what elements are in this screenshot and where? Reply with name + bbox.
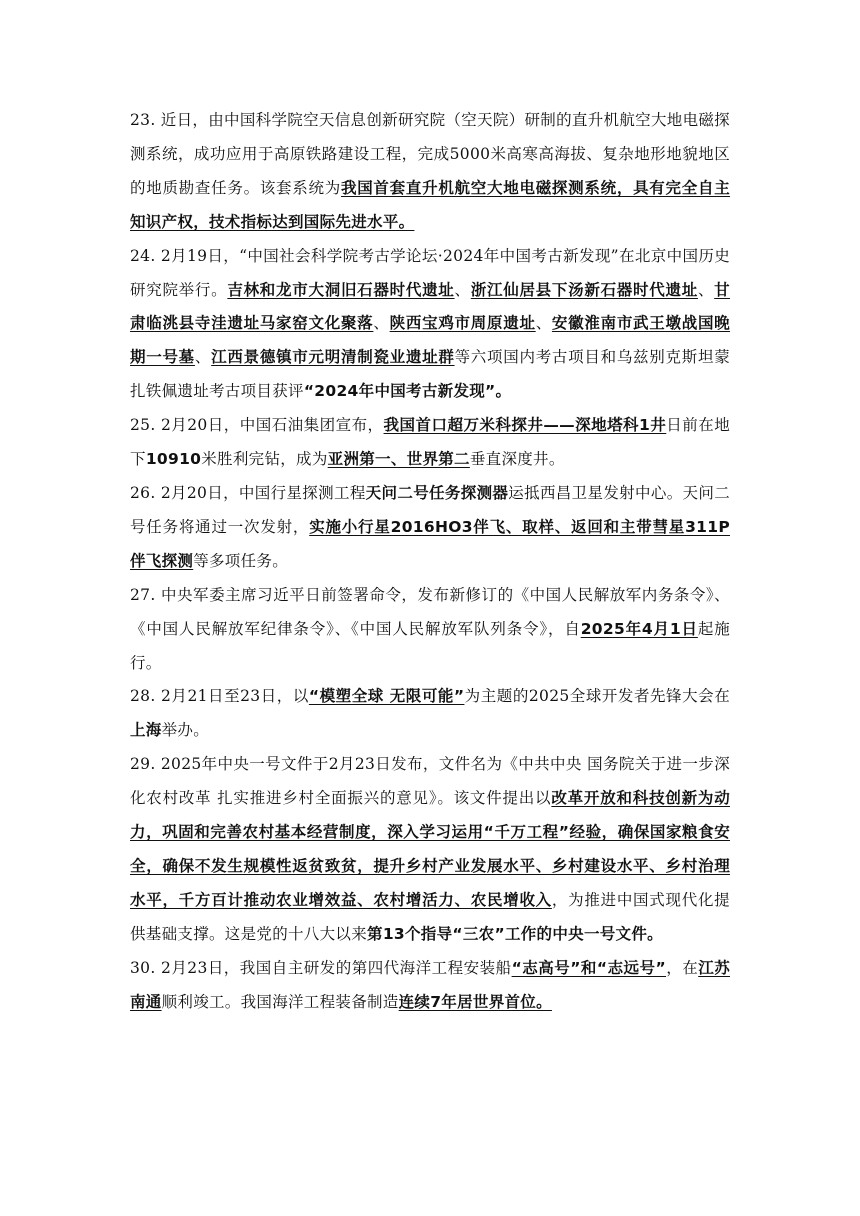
body-text: 27. 中央军委主席习近平日前签署命令，发布新修订的《中国人民解放军内务条令》、《中国人民解放军纪律条令》、《中国人民解放军队列条令》，自	[130, 585, 730, 638]
body-text: 30. 2月23日，我国自主研发的第四代海洋工程安装船	[130, 958, 512, 977]
emphasized-text: 江苏南通	[130, 958, 730, 1011]
body-text: 等多项任务。	[193, 551, 289, 570]
emphasized-text: 甘肃临洮县寺洼遗址马家窑文化聚落	[130, 280, 730, 333]
emphasized-text: 浙江仙居县下汤新石器时代遗址	[470, 280, 698, 299]
emphasized-text: 陕西宝鸡市周原遗址	[389, 314, 536, 333]
document-body	[130, 104, 730, 1019]
body-text: 、	[697, 280, 715, 299]
emphasized-text: 亚洲第一、世界第二	[327, 450, 470, 469]
news-item-30	[130, 952, 730, 1020]
body-text: 26. 2月20日，中国行星探测工程	[130, 483, 366, 502]
emphasized-text: 10910	[145, 450, 202, 469]
body-text: 25. 2月20日，中国石油集团宣布，	[130, 416, 384, 435]
emphasized-text: “志高号”和“志远号”	[511, 958, 667, 977]
body-text: 垂直深度井。	[469, 450, 565, 469]
news-item-23	[130, 104, 730, 240]
emphasized-text: 我国首套直升机航空大地电磁探测系统，具有完全自主知识产权，技术指标达到国际先进水平。	[130, 178, 731, 231]
body-text: 为主题的2025全球开发者先锋大会在	[464, 687, 731, 706]
news-item-28	[130, 680, 730, 748]
news-item-27	[130, 579, 730, 681]
news-item-29	[130, 748, 730, 951]
body-text: 顺利竣工。我国海洋工程装备制造	[161, 992, 399, 1011]
body-text: ，为推进中国式现代化提供基础支撑。这是党的十八大以来	[130, 890, 730, 943]
news-item-24	[130, 240, 730, 410]
body-text: 起施行。	[130, 619, 731, 672]
emphasized-text: 吉林和龙市大洞旧石器时代遗址	[227, 280, 455, 299]
body-text: 举办。	[161, 721, 210, 740]
body-text: 28. 2月21日至23日，以	[130, 687, 309, 706]
emphasized-text: 江西景德镇市元明清制瓷业遗址群	[211, 348, 455, 367]
body-text: 、	[454, 280, 471, 299]
emphasized-text: 第13个指导“三农”工作的中央一号文件。	[367, 924, 663, 943]
body-text: 等六项国内考古项目和乌兹别克斯坦蒙扎铁佩遗址考古项目获评	[130, 348, 730, 401]
body-text: 米胜利完钻，成为	[201, 450, 328, 469]
body-text: 23. 近日，由中国科学院空天信息创新研究院（空天院）研制的直升机航空大地电磁探测系统，成功应用于高原铁路建设工程，完成5000米高寒高海拔、复杂地形地貌地区的地质勘查任务。该套系统为	[130, 111, 730, 197]
news-item-25	[130, 409, 730, 477]
emphasized-text: 安徽淮南市武王墩战国晚期一号墓	[130, 314, 730, 367]
emphasized-text: 2025年4月1日	[580, 619, 698, 638]
body-text: 、	[194, 348, 212, 367]
emphasized-text: “模塑全球 无限可能”	[308, 687, 465, 706]
emphasized-text: 实施小行星2016HO3伴飞、取样、返回和主带彗星311P伴飞探测	[130, 517, 730, 570]
emphasized-text: 我国首口超万米科探井——深地塔科1井	[383, 416, 667, 435]
body-text: 24. 2月19日，“中国社会科学院考古学论坛·2024年中国考古新发现”在北京中国历史研究院举行。	[130, 246, 730, 299]
body-text: 29. 2025年中央一号文件于2月23日发布，文件名为《中共中央 国务院关于进一步深化农村改革 扎实推进乡村全面振兴的意见》。该文件提出以	[130, 755, 730, 808]
body-text: 、	[535, 314, 552, 333]
emphasized-text: 连续7年居世界首位。	[398, 992, 552, 1011]
body-text: 、	[373, 314, 390, 333]
emphasized-text: “2024年中国考古新发现”。	[303, 382, 512, 401]
news-item-26	[130, 477, 730, 579]
body-text: 运抵西昌卫星发射中心。天问二号任务将通过一次发射，	[130, 483, 731, 536]
emphasized-text: 天问二号任务探测器	[365, 483, 509, 502]
emphasized-text: 上海	[130, 721, 162, 740]
body-text: ，在	[666, 958, 699, 977]
body-text: 日前在地下	[130, 416, 731, 469]
emphasized-text: 改革开放和科技创新为动力，巩固和完善农村基本经营制度，深入学习运用“千万工程”经验，确保国家粮食安全，确保不发生规模性返贫致贫，提升乡村产业发展水平、乡村建设水平、乡村治理水平，千方百计推动农业增效益、农村增活力、农民增收入	[130, 789, 730, 909]
